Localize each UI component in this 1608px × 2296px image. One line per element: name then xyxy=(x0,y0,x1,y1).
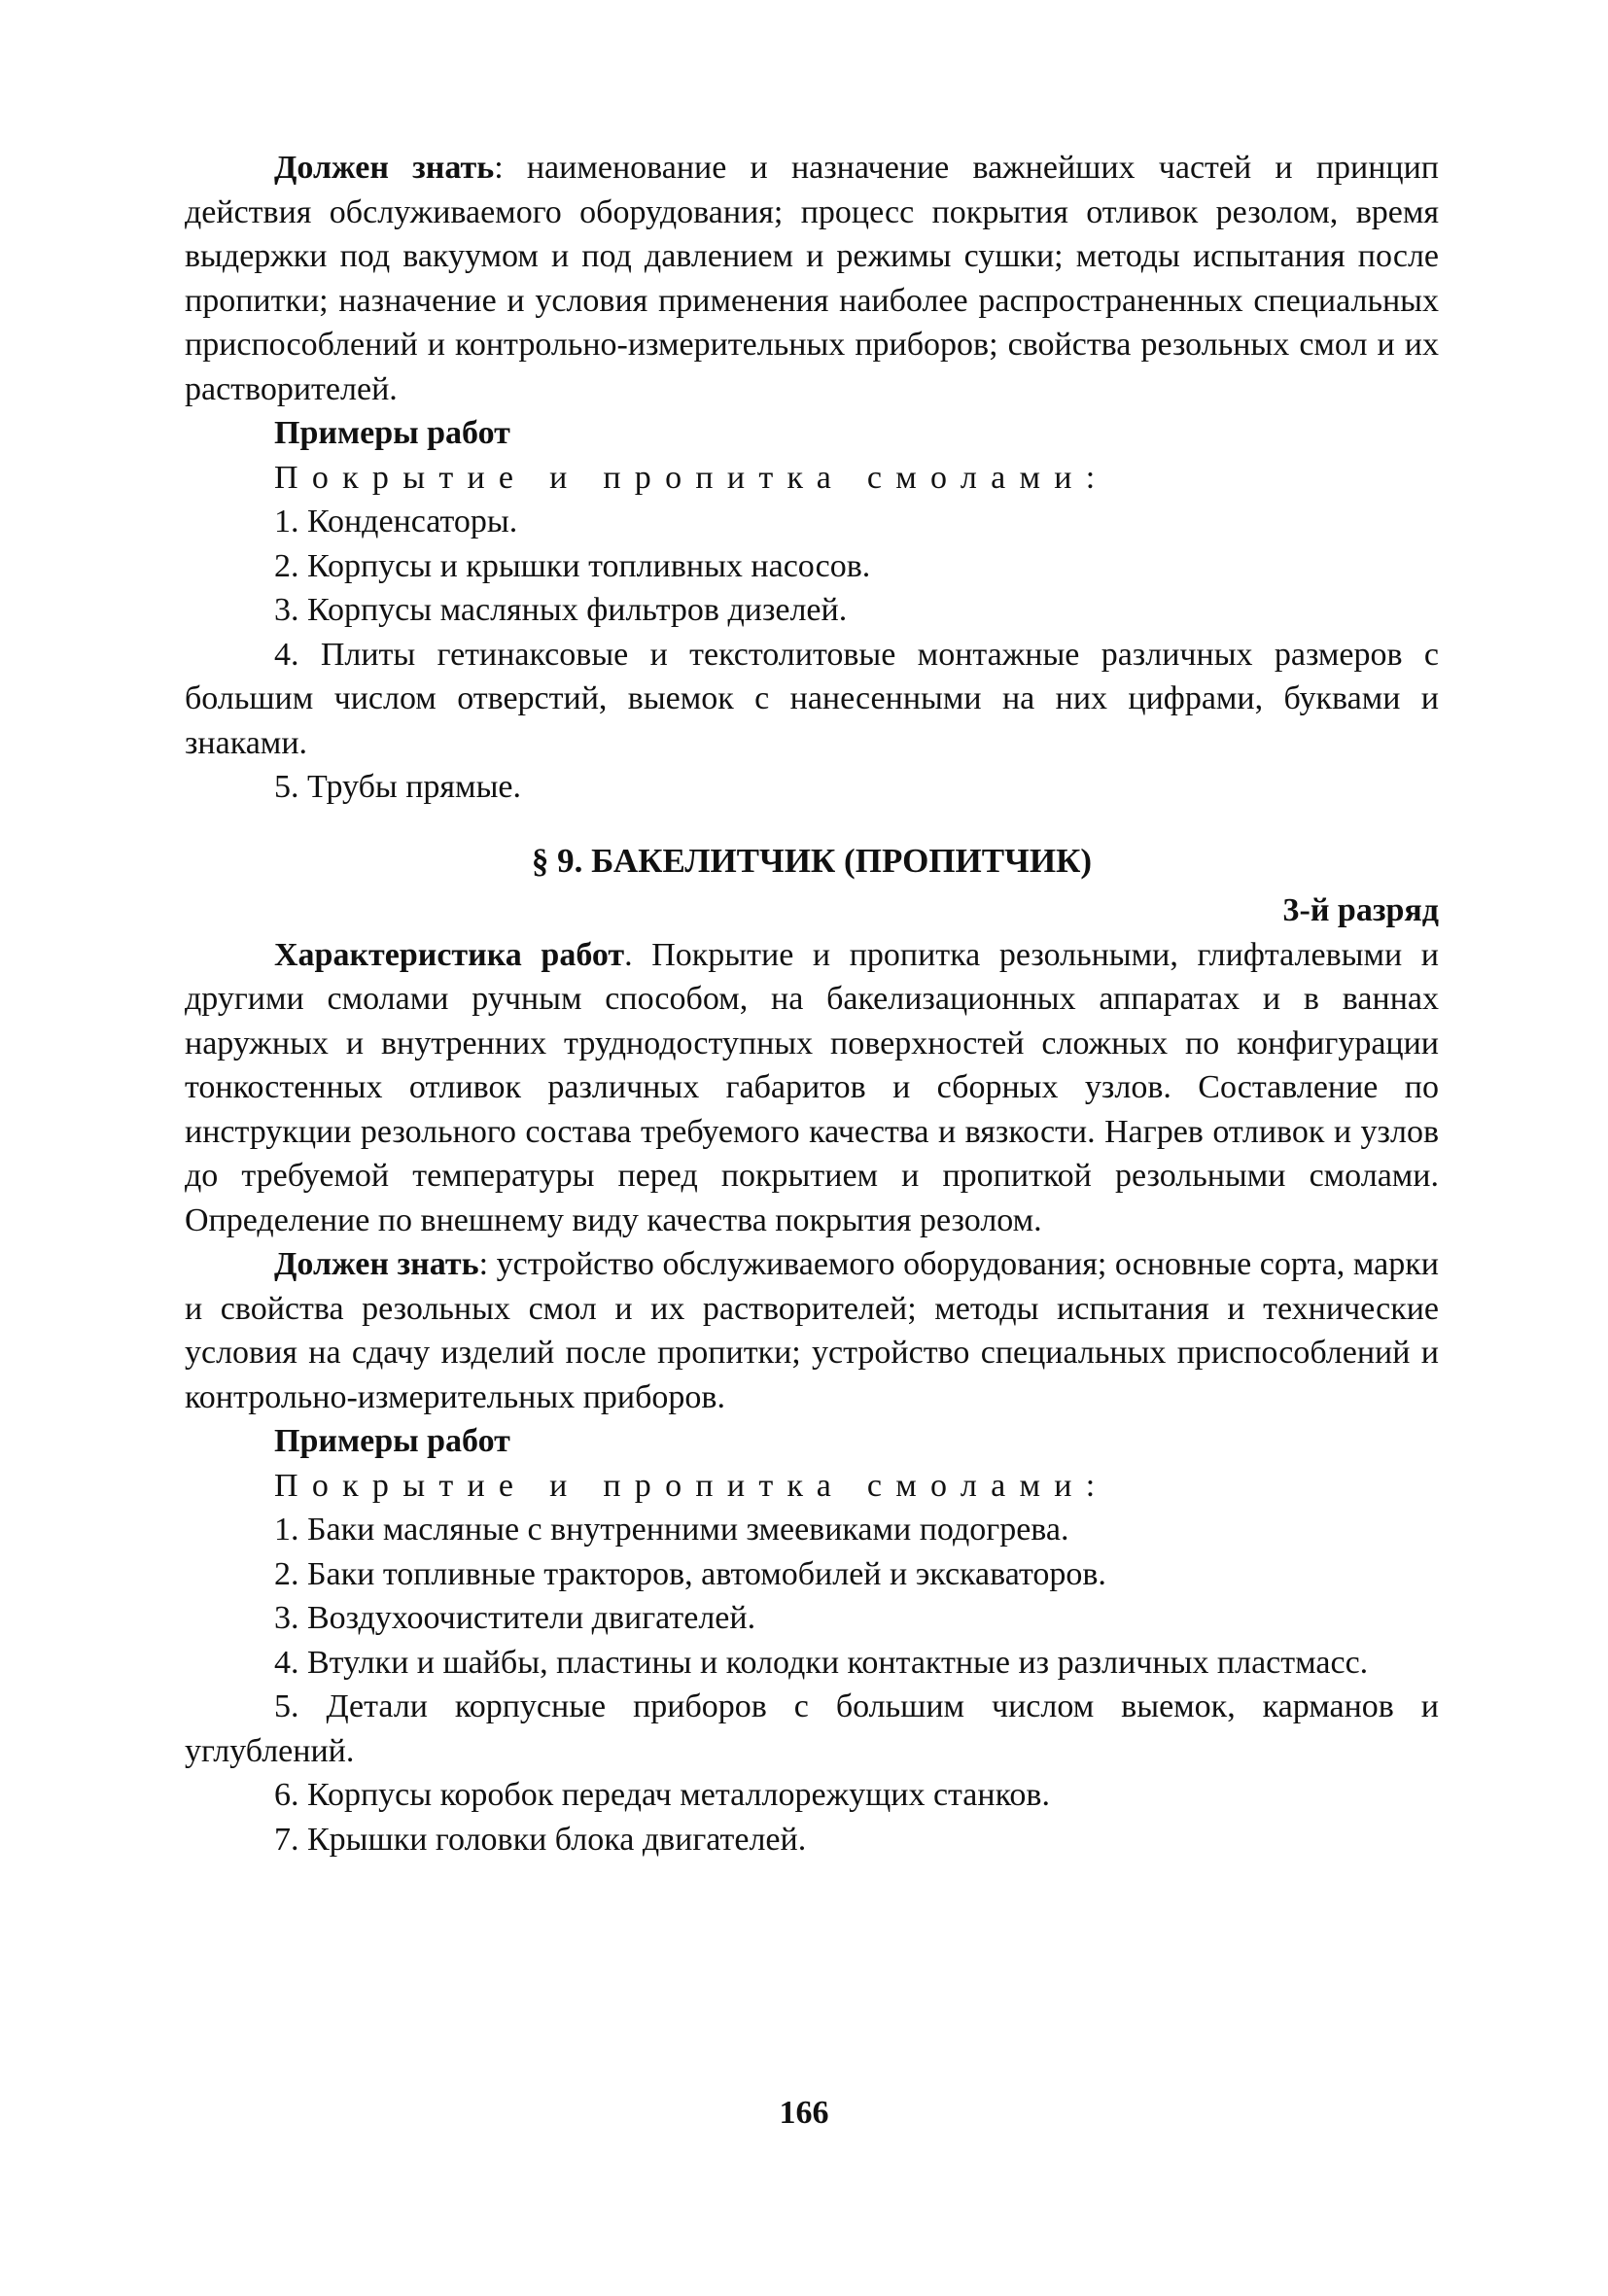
list-item: 5. Трубы прямые. xyxy=(274,769,522,805)
list-item: 2. Баки топливные тракторов, автомобилей и экскаваторов. xyxy=(274,1555,1106,1592)
list-item: 5. Детали корпусные приборов с большим числом выемок, карманов и углублений. xyxy=(185,1688,1439,1769)
section-title: § 9. БАКЕЛИТЧИК (ПРОПИТЧИК) xyxy=(531,841,1093,880)
knowledge-paragraph xyxy=(185,146,1439,411)
examples-subheading: Покрытие и пропитка смолами: xyxy=(274,1467,1109,1504)
list-item: 6. Корпусы коробок передач металлорежущих станков. xyxy=(274,1777,1050,1813)
list-item: 4. Втулки и шайбы, пластины и колодки контактные из различных пластмасс. xyxy=(274,1644,1369,1681)
characteristics-label: Характеристика работ xyxy=(274,936,625,973)
list-item: 1. Баки масляные с внутренними змеевиками подогрева. xyxy=(274,1512,1069,1548)
characteristics-text: . Покрытие и пропитка резольными, глифталевыми и другими смолами ручным способом, на бакелизационных аппаратах и в ваннах наружных и внутренних труднодоступных поверхностей сложных по конфигурации тонкостенных отливок различных габаритов и сборных узлов. Составление по инструкции резольного состава требуемого качества и вязкости. Нагрев отливок и узлов до требуемой температуры перед покрытием и пропиткой резольными смолами. Определение по внешнему виду качества покрытия резолом. xyxy=(185,936,1439,1238)
knowledge-paragraph xyxy=(185,1242,1439,1419)
knowledge-text: : устройство обслуживаемого оборудования; основные сорта, марки и свойства резольных смол и их растворителей; методы испытания и технические условия на сдачу изделий после пропитки; устройство специальных приспособлений и контрольно-измерительных приборов. xyxy=(185,1246,1439,1415)
grade-label: 3-й разряд xyxy=(1282,892,1439,928)
examples-subheading: Покрытие и пропитка смолами: xyxy=(274,459,1109,496)
list-item: 1. Конденсаторы. xyxy=(274,504,518,539)
characteristics-paragraph xyxy=(185,933,1439,1243)
knowledge-label: Должен знать xyxy=(274,150,495,186)
list-item: 3. Воздухоочистители двигателей. xyxy=(274,1600,756,1636)
knowledge-label: Должен знать xyxy=(274,1246,479,1282)
list-item: 7. Крышки головки блока двигателей. xyxy=(274,1821,807,1858)
list-item: 4. Плиты гетинаксовые и текстолитовые монтажные различных размеров с большим числом отверстий, выемок с нанесенными на них цифрами, буквами и знаками. xyxy=(185,636,1439,761)
list-item: 3. Корпусы масляных фильтров дизелей. xyxy=(274,592,848,628)
examples-heading: Примеры работ xyxy=(274,1423,510,1459)
list-item: 2. Корпусы и крышки топливных насосов. xyxy=(274,547,871,584)
page-body xyxy=(185,146,1439,1861)
examples-heading: Примеры работ xyxy=(274,415,510,451)
knowledge-text: : наименование и назначение важнейших частей и принцип действия обслуживаемого оборудования; процесс покрытия отливок резолом, время выдержки под вакуумом и под давлением и режимы сушки; методы испытания после пропитки; назначение и условия применения наиболее распространенных специальных приспособлений и контрольно-измерительных приборов; свойства резольных смол и их растворителей. xyxy=(185,150,1439,407)
page-number: 166 xyxy=(779,2095,829,2131)
